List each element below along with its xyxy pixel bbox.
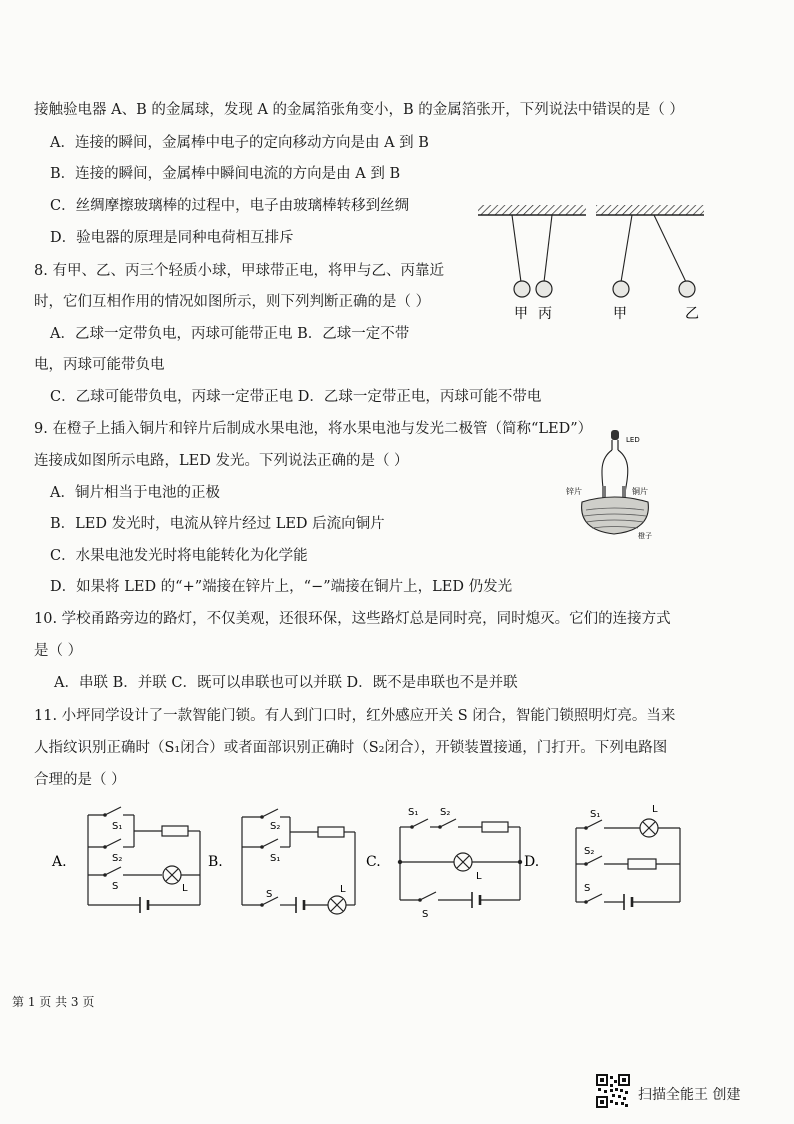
- circuit-b-l: L: [340, 884, 346, 895]
- circuit-c-lock-device: [482, 822, 508, 832]
- page-number: 第 1 页 共 3 页: [12, 995, 95, 1009]
- q9-option-a: A．铜片相当于电池的正极: [50, 485, 220, 501]
- q9-option-b: B．LED 发光时，电流从锌片经过 LED 后流向铜片: [50, 516, 385, 532]
- circuit-a-l: L: [182, 883, 188, 894]
- q8-hanging-balls-figure: [476, 198, 716, 328]
- circuit-a: [50, 800, 223, 920]
- circuit-c-l: L: [476, 871, 482, 882]
- q9-stem-1: 9. 在橙子上插入铜片和锌片后制成水果电池，将水果电池与发光二极管（简称“LED”）: [34, 421, 593, 437]
- q7-option-a: A．连接的瞬间，金属棒中电子的定向移动方向是由 A 到 B: [50, 135, 429, 151]
- q8-stem-2: 时，它们互相作用的情况如图所示，则下列判断正确的是（ ）: [34, 294, 431, 310]
- circuit-a-s1: S₁: [112, 821, 123, 832]
- circuit-c-s1: S₁: [408, 807, 419, 818]
- left-ceiling: [478, 205, 586, 215]
- q11-stem-1: 11. 小坪同学设计了一款智能门锁。有人到门口时，红外感应开关 S 闭合，智能门锁照明灯亮。当来: [34, 708, 676, 724]
- circuit-c-s2: S₂: [440, 807, 451, 818]
- circuit-c-letter: C.: [366, 854, 381, 870]
- circuit-d-lock-device: [628, 859, 656, 869]
- circuit-a-letter: A.: [52, 854, 67, 870]
- circuit-b-s: S: [266, 889, 273, 900]
- circuit-a-lock-device: [162, 826, 188, 836]
- ball-bing: [536, 281, 552, 297]
- circuit-d: [560, 798, 700, 918]
- label-jia-1: 甲: [514, 306, 528, 322]
- scanner-watermark: 扫描全能王 创建: [638, 1087, 741, 1103]
- circuit-a-s2: S₂: [112, 853, 123, 864]
- q7-stem: 接触验电器 A、B 的金属球，发现 A 的金属箔张角变小，B 的金属箔张开，下列说法中错误的是（ ）: [34, 102, 684, 118]
- q8-options-ab-cont: 电，丙球可能带负电: [34, 357, 165, 373]
- ball-jia-right: [613, 281, 629, 297]
- circuit-c-s: S: [422, 909, 429, 920]
- circuit-d-s2: S₂: [584, 846, 595, 857]
- q10-stem-1: 10. 学校甬路旁边的路灯，不仅美观，还很环保，这些路灯总是同时亮，同时熄灭。它们的连接方式: [34, 611, 671, 627]
- q9-fruit-battery-figure: [562, 426, 672, 544]
- circuit-a-s: S: [112, 881, 119, 892]
- label-bing: 丙: [538, 306, 552, 322]
- copper-label: 铜片: [632, 487, 648, 496]
- circuit-b-lock-device: [318, 827, 344, 837]
- orange-label: 橙子: [638, 532, 652, 540]
- zinc-label: 锌片: [566, 487, 582, 496]
- right-ceiling: [596, 205, 704, 215]
- label-jia-2: 甲: [613, 306, 627, 322]
- ball-yi: [679, 281, 695, 297]
- qr-code-icon: [596, 1074, 630, 1108]
- q11-stem-2: 人指纹识别正确时（S₁闭合）或者面部识别正确时（S₂闭合），开锁装置接通，门打开。下列电路图: [34, 740, 668, 756]
- circuit-b-s1: S₁: [270, 853, 281, 864]
- q9-stem-2: 连接成如图所示电路，LED 发光。下列说法正确的是（ ）: [34, 453, 409, 469]
- circuit-c: [390, 800, 550, 922]
- circuit-b: [220, 800, 380, 920]
- q9-option-d: D．如果将 LED 的“+”端接在锌片上，“−”端接在铜片上，LED 仍发光: [50, 579, 513, 595]
- q8-options-cd: C．乙球可能带负电，丙球一定带正电 D．乙球一定带正电，丙球可能不带电: [50, 389, 542, 405]
- q7-option-c: C．丝绸摩擦玻璃棒的过程中，电子由玻璃棒转移到丝绸: [50, 198, 410, 214]
- led-label: LED: [626, 436, 640, 444]
- led-bulb: [611, 430, 619, 440]
- circuit-d-s1: S₁: [590, 809, 601, 820]
- circuit-b-letter: B.: [208, 854, 223, 870]
- q11-stem-3: 合理的是（ ）: [34, 772, 126, 788]
- q8-stem-1: 8. 有甲、乙、丙三个轻质小球，甲球带正电，将甲与乙、丙靠近: [34, 263, 444, 279]
- q7-option-d: D．验电器的原理是同种电荷相互排斥: [50, 230, 294, 246]
- circuit-d-s: S: [584, 883, 591, 894]
- q7-option-b: B．连接的瞬间，金属棒中瞬间电流的方向是由 A 到 B: [50, 166, 401, 182]
- label-yi: 乙: [685, 306, 699, 322]
- q9-option-c: C．水果电池发光时将电能转化为化学能: [50, 548, 308, 564]
- q10-options: A．串联 B．并联 C．既可以串联也可以并联 D．既不是串联也不是并联: [54, 675, 518, 691]
- q10-stem-2: 是（ ）: [34, 643, 83, 659]
- circuit-d-letter: D.: [524, 854, 540, 870]
- q8-options-ab: A．乙球一定带负电，丙球可能带正电 B．乙球一定不带: [50, 326, 410, 342]
- ball-jia-left: [514, 281, 530, 297]
- circuit-b-s2: S₂: [270, 821, 281, 832]
- circuit-d-l: L: [652, 804, 658, 815]
